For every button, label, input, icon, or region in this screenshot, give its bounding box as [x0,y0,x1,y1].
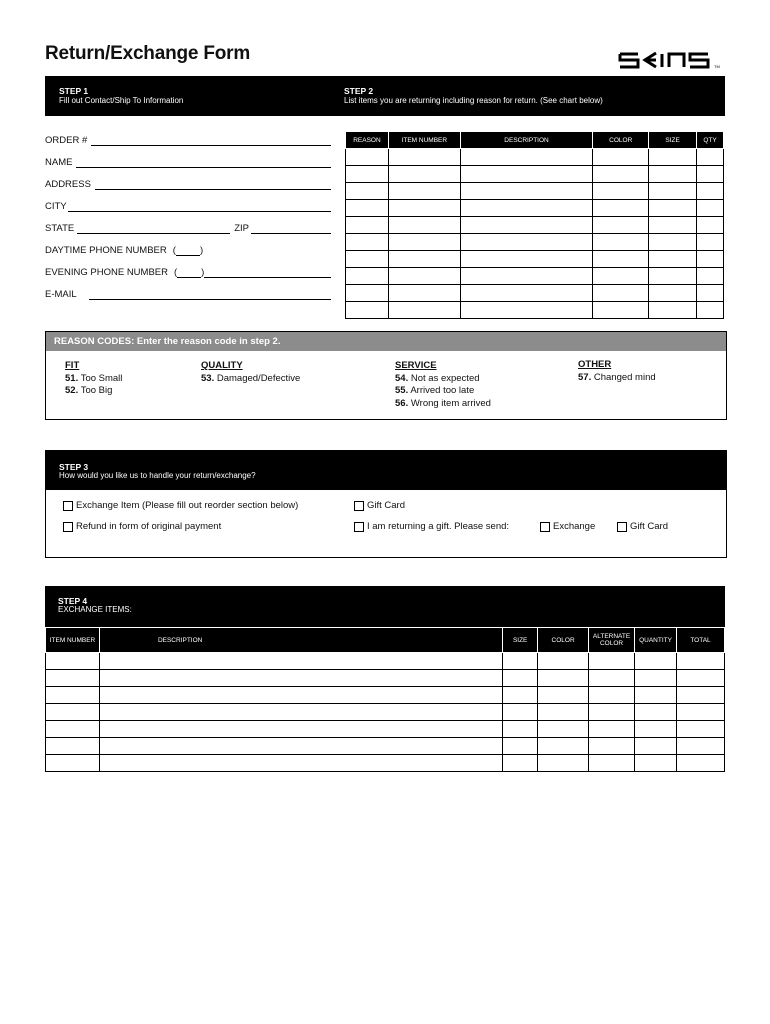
evening-phone-label: EVENING PHONE NUMBER [45,267,168,278]
table-cell[interactable] [593,149,649,166]
paren-open: ( [172,245,176,256]
table-cell[interactable] [99,670,502,687]
table-cell[interactable] [346,268,389,285]
table-cell[interactable] [649,183,697,200]
option-gift-card[interactable] [354,500,405,511]
table-row[interactable] [346,149,724,166]
skins-logo [618,50,724,75]
header-size: SIZE [503,628,538,653]
table-cell[interactable] [46,755,100,772]
table-row[interactable] [346,268,724,285]
table-cell[interactable] [460,268,593,285]
option-returning-gift[interactable] [354,521,509,532]
paren-close: ) [199,245,204,256]
svg-text:TM: TM [714,64,720,69]
table-cell[interactable] [460,285,593,302]
order-line[interactable] [91,135,331,146]
table-row[interactable] [346,251,724,268]
table-cell[interactable] [635,721,677,738]
table-row[interactable] [346,217,724,234]
table-cell[interactable] [649,217,697,234]
table-row[interactable] [346,234,724,251]
reason-item: 57. Changed mind [578,371,656,383]
other-label: OTHER [578,359,612,370]
table-cell[interactable] [46,738,100,755]
table-cell[interactable] [346,285,389,302]
header-item-number: ITEM NUMBER [46,628,100,653]
reason-item: 56. Wrong item arrived [395,397,491,409]
skins-logo-mark [618,50,724,70]
table-cell[interactable] [503,670,538,687]
option-label: Refund in form of original payment [76,521,222,532]
table-cell[interactable] [460,183,593,200]
order-label: ORDER # [45,135,88,146]
reason-group-service [395,360,491,410]
table-cell[interactable] [346,251,389,268]
table-cell[interactable] [697,149,724,166]
steps-1-2-header [45,76,725,116]
table-cell[interactable] [388,268,460,285]
reason-codes-panel [45,331,727,420]
header-description: DESCRIPTION [460,132,593,149]
reason-item: 54. Not as expected [395,372,480,384]
table-cell[interactable] [538,704,589,721]
table-cell[interactable] [346,166,389,183]
daytime-phone-field[interactable] [45,243,331,256]
step3-heading: STEP 3 [59,462,89,472]
option-exchange[interactable] [540,521,595,532]
table-cell[interactable] [538,653,589,670]
reason-item: 51. Too Small [65,372,123,384]
reason-codes-heading: REASON CODES: Enter the reason code in step 2. [46,332,726,351]
table-row[interactable] [46,721,725,738]
table-cell[interactable] [649,302,697,319]
table-cell[interactable] [346,149,389,166]
reason-group-other [578,359,656,384]
evening-area-code-line[interactable] [177,267,201,278]
table-cell[interactable] [46,653,100,670]
table-cell[interactable] [99,653,502,670]
checkbox-icon[interactable] [354,522,364,532]
option-refund[interactable] [63,521,221,532]
table-cell[interactable] [388,183,460,200]
checkbox-icon[interactable] [540,522,550,532]
table-cell[interactable] [99,687,502,704]
table-cell[interactable] [697,302,724,319]
step2-subtitle: List items you are returning including reason for return. (See chart below) [344,96,603,105]
table-cell[interactable] [589,687,635,704]
fit-label: FIT [65,360,80,371]
table-cell[interactable] [538,687,589,704]
step3-subtitle: How would you like us to handle your return/exchange? [59,471,256,480]
table-cell[interactable] [589,755,635,772]
form-title: Return/Exchange Form [45,43,251,64]
order-field[interactable] [45,133,331,146]
table-cell[interactable] [46,721,100,738]
table-cell[interactable] [346,200,389,217]
state-zip-field[interactable] [45,221,331,234]
table-cell[interactable] [593,234,649,251]
table-cell[interactable] [460,302,593,319]
address-label: ADDRESS [45,179,91,190]
header-description: DESCRIPTION [99,628,502,653]
table-cell[interactable] [503,721,538,738]
evening-phone-field[interactable] [45,265,331,278]
table-cell[interactable] [697,200,724,217]
header-alternate-color: ALTERNATE COLOR [589,628,635,653]
option-label: Exchange Item (Please fill out reorder section below) [76,500,299,511]
address-field[interactable] [45,177,331,190]
table-cell[interactable] [99,721,502,738]
table-row[interactable] [46,653,725,670]
zip-line[interactable] [251,223,331,234]
header-size: SIZE [649,132,697,149]
header-item-number: ITEM NUMBER [388,132,460,149]
table-cell[interactable] [46,687,100,704]
table-cell[interactable] [388,149,460,166]
option-label: Gift Card [630,521,669,532]
table-cell[interactable] [538,670,589,687]
option-label: Gift Card [367,500,406,511]
table-cell[interactable] [388,166,460,183]
table-cell[interactable] [677,653,725,670]
table-cell[interactable] [649,149,697,166]
table-cell[interactable] [538,755,589,772]
reason-group-fit [65,360,122,398]
table-row[interactable] [346,200,724,217]
table-cell[interactable] [460,234,593,251]
name-field[interactable] [45,155,331,168]
table-cell[interactable] [697,251,724,268]
service-label: SERVICE [395,360,437,371]
step3-header [46,451,726,490]
reason-item: 53. Damaged/Defective [201,372,301,384]
email-field[interactable] [45,287,331,300]
name-line[interactable] [76,157,331,168]
table-cell[interactable] [697,285,724,302]
city-field[interactable] [45,199,331,212]
table-cell[interactable] [346,217,389,234]
table-cell[interactable] [649,285,697,302]
table-cell[interactable] [346,302,389,319]
table-row[interactable] [46,704,725,721]
table-cell[interactable] [46,704,100,721]
table-cell[interactable] [697,268,724,285]
header-total: TOTAL [677,628,725,653]
table-row[interactable] [46,738,725,755]
reason-item: 55. Arrived too late [395,385,475,396]
step3-panel [45,450,727,558]
step4-subtitle: EXCHANGE ITEMS: [58,605,132,614]
table-cell[interactable] [697,166,724,183]
table-cell[interactable] [635,704,677,721]
table-cell[interactable] [677,670,725,687]
table-cell[interactable] [593,200,649,217]
table-cell[interactable] [388,285,460,302]
table-row[interactable] [346,183,724,200]
table-cell[interactable] [635,653,677,670]
quality-label: QUALITY [201,360,243,371]
table-cell[interactable] [593,302,649,319]
email-label: E-MAIL [45,289,77,300]
table-cell[interactable] [503,653,538,670]
table-cell[interactable] [99,755,502,772]
table-cell[interactable] [589,653,635,670]
table-cell[interactable] [649,166,697,183]
exchange-table-header [46,628,725,653]
table-cell[interactable] [649,200,697,217]
checkbox-icon[interactable] [63,501,73,511]
table-cell[interactable] [503,755,538,772]
return-items-table [345,131,724,319]
table-cell[interactable] [649,234,697,251]
table-cell[interactable] [460,251,593,268]
table-row[interactable] [346,285,724,302]
table-cell[interactable] [589,738,635,755]
table-cell[interactable] [388,302,460,319]
table-cell[interactable] [697,234,724,251]
table-cell[interactable] [589,721,635,738]
option-label: Exchange [553,521,596,532]
table-row[interactable] [46,687,725,704]
daytime-area-code-line[interactable] [176,245,200,256]
table-cell[interactable] [593,285,649,302]
table-row[interactable] [46,670,725,687]
table-cell[interactable] [346,234,389,251]
state-line[interactable] [77,223,230,234]
step2-heading: STEP 2 [344,86,374,96]
table-cell[interactable] [538,738,589,755]
name-label: NAME [45,157,73,168]
table-row[interactable] [46,755,725,772]
exchange-items-table [45,627,725,772]
table-cell[interactable] [388,217,460,234]
table-cell[interactable] [677,721,725,738]
table-cell[interactable] [649,251,697,268]
table-cell[interactable] [460,217,593,234]
email-line[interactable] [89,289,331,300]
table-cell[interactable] [388,251,460,268]
step4-header [45,586,725,628]
step1-subtitle: Fill out Contact/Ship To Information [59,96,184,105]
table-cell[interactable] [677,687,725,704]
paren-close: ) [201,267,205,278]
return-table-header [346,132,724,149]
table-cell[interactable] [635,687,677,704]
address-line[interactable] [95,179,331,190]
table-cell[interactable] [99,704,502,721]
table-row[interactable] [346,166,724,183]
step1-heading: STEP 1 [59,86,89,96]
table-cell[interactable] [635,670,677,687]
header-quantity: QUANTITY [635,628,677,653]
table-cell[interactable] [460,149,593,166]
daytime-phone-label: DAYTIME PHONE NUMBER [45,245,167,256]
step4-heading: STEP 4 [58,596,88,606]
header-qty: QTY [697,132,724,149]
paren-open: ( [174,267,178,278]
table-cell[interactable] [460,200,593,217]
table-cell[interactable] [635,738,677,755]
table-cell[interactable] [388,234,460,251]
table-cell[interactable] [503,704,538,721]
table-cell[interactable] [677,738,725,755]
table-cell[interactable] [593,166,649,183]
checkbox-icon[interactable] [617,522,627,532]
checkbox-icon[interactable] [354,501,364,511]
table-row[interactable] [346,302,724,319]
option-gift-card-2[interactable] [617,521,668,532]
evening-phone-line[interactable] [204,267,331,278]
state-label: STATE [45,223,75,234]
reason-group-quality [201,360,300,385]
table-cell[interactable] [460,166,593,183]
zip-label: ZIP [234,223,249,234]
table-cell[interactable] [697,217,724,234]
header-color: COLOR [538,628,589,653]
table-cell[interactable] [593,183,649,200]
table-cell[interactable] [593,251,649,268]
header-reason: REASON [346,132,389,149]
city-label: CITY [45,201,67,212]
table-cell[interactable] [677,704,725,721]
table-cell[interactable] [346,183,389,200]
table-cell[interactable] [388,200,460,217]
table-cell[interactable] [503,738,538,755]
checkbox-icon[interactable] [63,522,73,532]
table-cell[interactable] [503,687,538,704]
option-exchange-item[interactable] [63,500,298,511]
table-cell[interactable] [593,217,649,234]
table-cell[interactable] [635,755,677,772]
table-cell[interactable] [589,704,635,721]
table-cell[interactable] [46,670,100,687]
reason-item: 52. Too Big [65,385,113,396]
city-line[interactable] [68,201,331,212]
table-cell[interactable] [649,268,697,285]
table-cell[interactable] [538,721,589,738]
table-cell[interactable] [677,755,725,772]
option-label: I am returning a gift. Please send: [367,521,510,532]
table-cell[interactable] [589,670,635,687]
header-color: COLOR [593,132,649,149]
table-cell[interactable] [99,738,502,755]
table-cell[interactable] [697,183,724,200]
table-cell[interactable] [593,268,649,285]
